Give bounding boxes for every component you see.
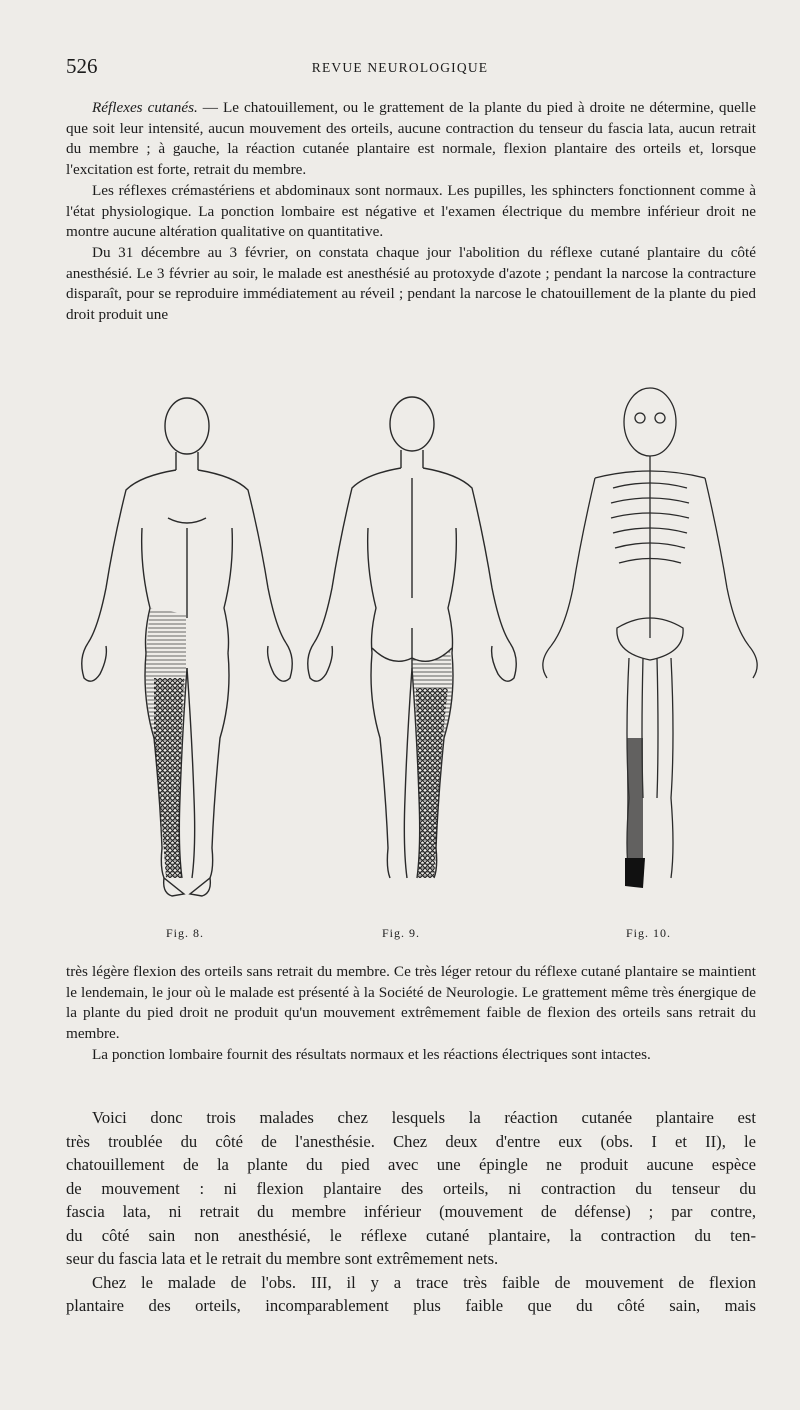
figure-10-caption: Fig. 10. bbox=[626, 926, 672, 940]
text-line: de mouvement : ni flexion plantaire des orteils, ni contraction du tenseur du bbox=[66, 1178, 756, 1198]
figures-row bbox=[70, 378, 780, 938]
top-text-block bbox=[66, 98, 756, 326]
paragraph: Du 31 décembre au 3 février, on constata chaque jour l'abolition du réflexe cutané plantaire du côté anesthésié. Le 3 février au soir, le malade est anesthésié au protoxyde d'azote ; pendant la narcose la contracture disparaît, pour se reproduire immédiatement au réveil ; pendant la narcose le chatouillement de la plante du pied droit produit une bbox=[66, 243, 756, 324]
paragraph: Les réflexes crémastériens et abdominaux sont normaux. Les pupilles, les sphincters fonctionnent comme à l'état physiologique. La ponction lombaire est négative et l'examen électrique du membre inférieur droit ne montre aucune altération qualitative on quantitative. bbox=[66, 181, 756, 241]
text-line: Voici donc trois malades chez lesquels la réaction cutanée plantaire est bbox=[92, 1108, 756, 1127]
figure-10-skeleton bbox=[525, 378, 780, 918]
figure-8-anterior-body bbox=[70, 378, 305, 918]
middle-text-block bbox=[66, 962, 756, 1066]
text-line: plantaire des orteils, incomparablement plus faible que du côté sain, mais bbox=[66, 1296, 756, 1315]
text-line: seur du fascia lata et le retrait du membre sont extrêmement nets. bbox=[66, 1249, 499, 1268]
page-number: 526 bbox=[66, 54, 98, 78]
figure-9-caption: Fig. 9. bbox=[382, 926, 421, 940]
paragraph-reflexes-cutanes: Réflexes cutanés. — Le chatouillement, ou le grattement de la plante du pied à droite ne détermine, quelle que soit leur intensité, aucun mouvement des orteils, aucune contraction du tenseur du fascia lata, aucun retrait du membre ; à gauche, la réaction cutanée plantaire est normale, flexion plantaire des orteils et, lorsque l'excitation est forte, retrait du membre. bbox=[66, 99, 756, 179]
figure-8-caption: Fig. 8. bbox=[166, 926, 205, 940]
text-line: fascia lata, ni retrait du membre inférieur (mouvement de défense) ; par contre, bbox=[66, 1202, 756, 1221]
text-line: chatouillement de la plante du pied avec une épingle ne produit aucune espèce bbox=[66, 1155, 756, 1174]
paragraph-lead: Réflexes cutanés. bbox=[92, 99, 198, 116]
bottom-text-block bbox=[66, 1106, 756, 1318]
running-title: REVUE NEUROLOGIQUE bbox=[311, 60, 489, 75]
figure-9-posterior-body bbox=[300, 378, 530, 918]
paragraph: La ponction lombaire fournit des résultats normaux et les réactions électriques sont intactes. bbox=[92, 1045, 651, 1063]
text-line: du côté sain non anesthésié, le réflexe cutané plantaire, la contraction du ten- bbox=[66, 1225, 756, 1245]
paragraph: très légère flexion des orteils sans retrait du membre. Ce très léger retour du réflexe cutané plantaire se maintient le lendemain, le jour où le malade est présenté à la Société de Neurologie. Le grattement même très énergique de la plante du pied droit ne produit qu'un mouvement extrêmement faible de flexion des orteils sans retrait du membre. bbox=[66, 963, 756, 1043]
text-line: très troublée du côté de l'anesthésie. Chez deux d'entre eux (obs. I et II), le bbox=[66, 1131, 756, 1151]
text-line: Chez le malade de l'obs. III, il y a trace très faible de mouvement de flexion bbox=[92, 1272, 756, 1292]
